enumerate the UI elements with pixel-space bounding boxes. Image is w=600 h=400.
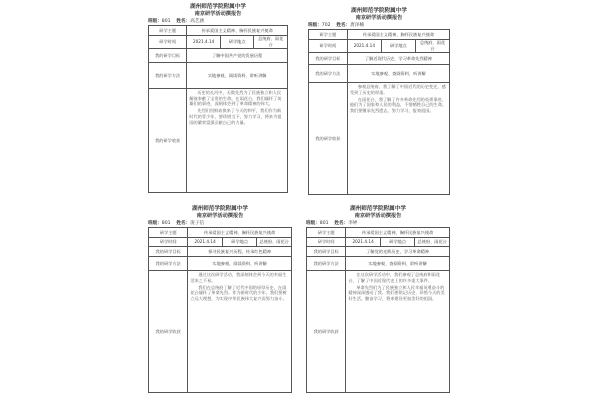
class-name-line [148, 18, 288, 25]
place-label: 研学地点 [222, 237, 257, 247]
report-title: 南京研学活动撰报告 [354, 213, 402, 219]
class-value: 702 [321, 23, 331, 28]
result-label: 我的研学收获 [309, 83, 348, 195]
name-label: 姓名： [334, 221, 349, 226]
place-value: 总统府、雨花台 [415, 39, 449, 53]
result-paragraph: 先烈们用鲜血换来了今天的和平，我们作为新时代的青少年，要珍惜当下，努力学习，将来为祖国的繁荣富强贡献自己的力量。 [189, 108, 282, 125]
class-label: 班级： [308, 23, 322, 28]
school-title: 湖州师范学院附属中学 [190, 4, 246, 10]
method-value: 实地参观、阅读资料、听讲解 [188, 257, 292, 271]
method-value: 实地参观、阅读资料、聆听讲解 [187, 63, 288, 89]
report-title: 南京研学活动撰报告 [355, 15, 403, 21]
class-name-line [306, 220, 450, 227]
name-label: 姓名： [176, 221, 191, 226]
result-paragraph: 在这次研学活动中，我们参观了总统府和雨花台，了解了中国近现代史上的许多重大事件。 [348, 271, 441, 283]
time-value: 2021.4.14 [346, 237, 381, 247]
goal-label: 我的研学目标 [309, 53, 348, 65]
class-value: 801 [161, 221, 171, 226]
place-value: 总统府、雨花台 [415, 237, 450, 247]
class-name-line [148, 220, 292, 227]
goal-label: 我的研学目标 [149, 247, 188, 257]
report-title: 南京研学活动撰报告 [196, 213, 244, 219]
method-label: 我的研学方法 [309, 65, 348, 83]
name-value: 唐泽楠 [350, 23, 365, 28]
result-body [347, 83, 449, 195]
topic-label: 研学主题 [309, 30, 348, 40]
name-label: 姓名： [176, 19, 191, 24]
report-title: 南京研学活动撰报告 [194, 11, 242, 17]
name-value: 李婷 [348, 221, 358, 226]
report-form-2 [308, 8, 450, 186]
place-label: 研学地点 [380, 237, 415, 247]
result-paragraph: 参观总统府，我了解了中国近代的历史变迁，感受到了历史的厚重。 [349, 84, 446, 95]
goal-label: 我的研学目标 [149, 49, 187, 63]
result-body [187, 89, 288, 193]
place-label: 研学地点 [381, 39, 415, 53]
name-value: 庞子信 [190, 221, 205, 226]
topic-value: 传承爱国主义精神、胸怀民族复兴使命 [347, 30, 449, 40]
topic-label: 研学主题 [307, 228, 346, 238]
method-label: 我的研学方法 [149, 63, 187, 89]
class-label: 班级： [148, 221, 162, 226]
result-label: 我的研学收获 [149, 271, 188, 393]
place-value: 总统府、雨花台 [257, 237, 292, 247]
time-label: 研学时间 [307, 237, 346, 247]
method-value: 实地参观、查阅资料、聆听讲解 [346, 257, 450, 271]
topic-value: 传承爱国主义精神、胸怀民族复兴使命 [188, 228, 292, 238]
time-label: 研学时间 [309, 39, 348, 53]
result-paragraph: 历史的长河中，无数先烈为了民族独立和人民解放奉献了宝贵的生命。在雨花台，我们缅怀了英雄们的事迹，深刻体会到了革命精神的伟大。 [189, 90, 282, 107]
time-label: 研学时间 [149, 35, 187, 49]
school-title: 湖州师范学院附属中学 [350, 206, 406, 212]
school-title: 湖州师范学院附属中学 [192, 206, 248, 212]
report-form-1 [148, 4, 288, 186]
name-label: 姓名： [336, 23, 351, 28]
time-value: 2021.4.14 [347, 39, 381, 53]
class-value: 801 [161, 19, 171, 24]
name-value: 高艺涵 [190, 19, 205, 24]
class-value: 801 [319, 221, 329, 226]
method-value: 实地参观、查阅资料、听讲解 [347, 65, 449, 83]
time-value: 2021.4.14 [187, 35, 221, 49]
report-form-4 [306, 206, 450, 392]
time-label: 研学时间 [149, 237, 188, 247]
place-label: 研学地点 [220, 35, 254, 49]
result-paragraph: 在雨花台，我了解了许多革命先烈的英勇事迹，他们为了国家和人民的利益，不惜牺牲自己的生命。我们要继承先烈遗志，努力学习，报效祖国。 [349, 96, 447, 113]
place-value: 总统府、雨花台 [254, 35, 288, 49]
result-body [188, 271, 292, 393]
report-form-3 [148, 206, 292, 392]
class-label: 班级： [306, 221, 320, 226]
topic-value: 传承爱国主义精神、胸怀民族复兴使命 [187, 26, 288, 36]
result-paragraph: 革命先烈们为了民族独立和人民幸福英勇奋斗的精神深深感动了我。我们要铭记历史，珍惜今天的美好生活，勤奋学习，将来建设更加美好的祖国。 [348, 284, 445, 301]
topic-label: 研学主题 [149, 26, 187, 36]
goal-value: 了解近现代历史，学习革命先烈精神 [347, 53, 449, 65]
result-label: 我的研学收获 [307, 271, 346, 393]
method-label: 我的研学方法 [149, 257, 188, 271]
result-paragraph: 通过这次研学活动，我深刻体会到今天的幸福生活来之不易。 [190, 271, 287, 283]
report-table [148, 25, 288, 193]
class-name-line [308, 22, 450, 29]
result-label: 我的研学收获 [149, 89, 187, 193]
result-paragraph: 我们在总统府了解了近代中国的屈辱历史，在雨花台缅怀了革命先烈。作为新时代的少年，我们要树立远大理想，为实现中华民族伟大复兴而努力奋斗。 [190, 284, 287, 301]
class-label: 班级： [148, 19, 162, 24]
goal-value: 了解党的光辉历史，学习革命精神 [346, 247, 450, 257]
method-label: 我的研学方法 [307, 257, 346, 271]
result-body [346, 271, 450, 393]
report-table [148, 227, 292, 393]
goal-value: 探寻民族复兴历程，传承红色精神 [188, 247, 292, 257]
report-table [306, 227, 450, 393]
goal-label: 我的研学目标 [307, 247, 346, 257]
topic-label: 研学主题 [149, 228, 188, 238]
school-title: 湖州师范学院附属中学 [351, 8, 407, 14]
topic-value: 传承爱国主义精神、胸怀民族复兴使命 [346, 228, 450, 238]
time-value: 2021.4.14 [188, 237, 223, 247]
goal-value: 了解中国共产党的发展历程 [187, 49, 288, 63]
report-table [308, 29, 450, 195]
